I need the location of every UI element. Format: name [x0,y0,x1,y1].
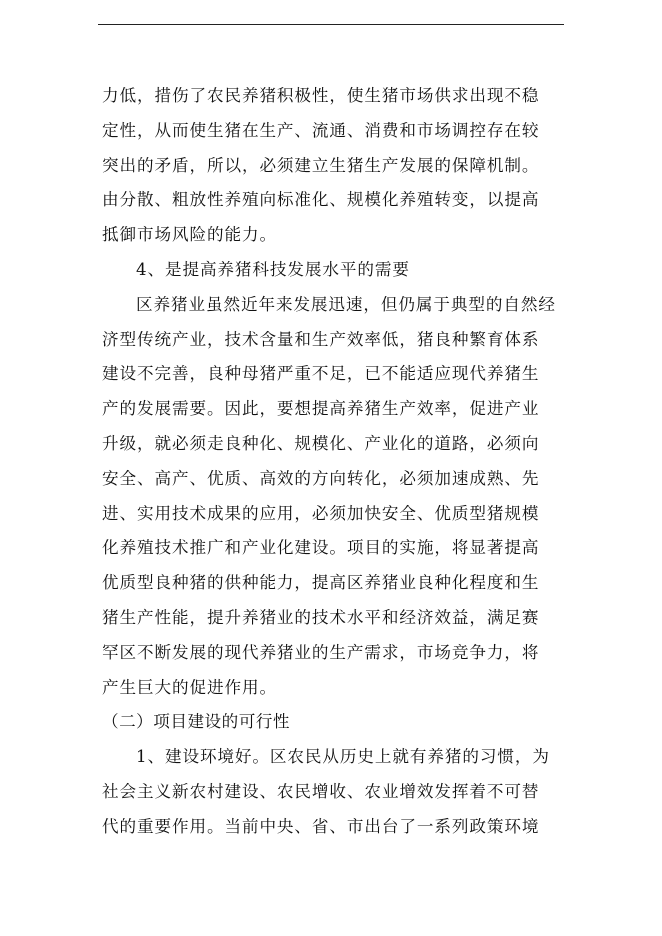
text-line: 定性，从而使生猪在生产、流通、消费和市场调控存在较 [102,120,540,140]
text-line: 由分散、粗放性养殖向标准化、规模化养殖转变，以提高 [102,190,540,210]
document-body [102,79,562,845]
text-line: 突出的矛盾，所以，必须建立生猪生产发展的保障机制。 [102,155,540,175]
text-line: 社会主义新农村建设、农民增收、农业增效发挥着不可替 [102,781,540,801]
text-line: 产的发展需要。因此，要想提高养猪生产效率，促进产业 [102,399,540,419]
text-line: 济型传统产业，技术含量和生产效率低，猪良种繁育体系 [102,329,540,349]
text-line: 优质型良种猪的供种能力，提高区养猪业良种化程度和生 [102,573,540,593]
text-line: 区养猪业虽然近年来发展迅速，但仍属于典型的自然经 [136,294,556,314]
text-line: 猪生产性能，提升养猪业的技术水平和经济效益，满足赛 [102,607,540,627]
text-line: 进、实用技术成果的应用，必须加快安全、优质型猪规模 [102,503,540,523]
text-line: 力低，措伤了农民养猪积极性，使生猪市场供求出现不稳 [102,86,540,105]
text-line: 化养殖技术推广和产业化建设。项目的实施，将显著提高 [102,538,540,558]
text-line: 1、建设环境好。区农民从历史上就有养猪的习惯，为 [136,747,550,767]
section-heading: （二）项目建设的可行性 [102,712,291,732]
text-line: 安全、高产、优质、高效的方向转化，必须加速成熟、先 [102,468,540,488]
header-rule [98,24,564,25]
text-line: 罕区不断发展的现代养猪业的生产需求，市场竞争力，将 [102,642,540,662]
text-line: 建设不完善，良种母猪严重不足，已不能适应现代养猪生 [102,364,540,384]
text-line: 升级，就必须走良种化、规模化、产业化的道路，必须向 [102,433,540,453]
subsection-heading: 4、是提高养猪科技发展水平的需要 [136,259,410,279]
text-line: 抵御市场风险的能力。 [102,225,277,245]
text-line: 代的重要作用。当前中央、省、市出台了一系列政策环境 [102,816,540,836]
text-line: 产生巨大的促进作用。 [102,677,277,697]
